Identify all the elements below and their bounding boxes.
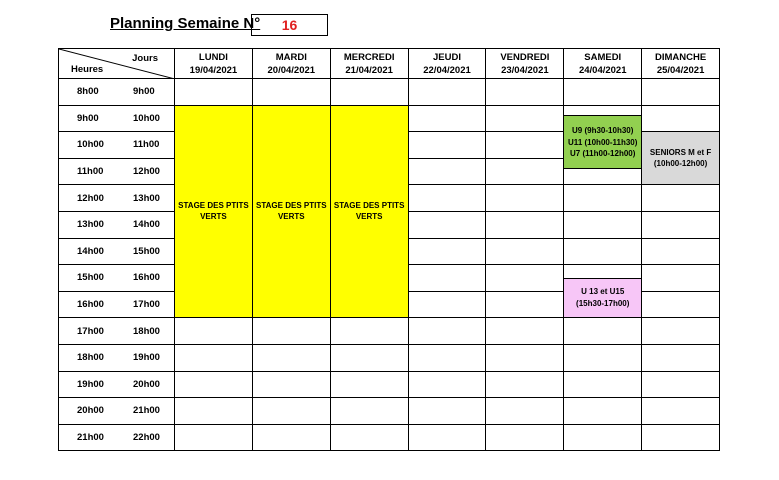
time-slot [485, 397, 564, 425]
time-slot [485, 317, 564, 345]
event-text: STAGE DES PTITS VERTS [178, 200, 249, 222]
day-header-samedi [563, 48, 642, 79]
day-header-jeudi [408, 48, 487, 79]
time-slot [330, 371, 409, 399]
time-slot [408, 424, 487, 452]
time-slot [641, 238, 720, 266]
time-slot [563, 317, 642, 345]
event-text [650, 147, 711, 170]
time-slot [330, 424, 409, 452]
day-name: JEUDI [433, 51, 461, 63]
hour-row-label [58, 238, 175, 266]
time-slot [408, 264, 487, 292]
event-line: U9 (9h30-10h30) [572, 126, 634, 136]
hour-row-label [58, 264, 175, 292]
hour-row-label [58, 211, 175, 239]
day-name: DIMANCHE [654, 51, 707, 63]
time-slot [485, 291, 564, 319]
time-slot [408, 184, 487, 212]
event-line: (10h00-12h00) [653, 159, 708, 169]
time-slot [641, 397, 720, 425]
time-slot [485, 424, 564, 452]
time-slot [174, 397, 253, 425]
time-slot [485, 131, 564, 159]
hour-row-label [58, 424, 175, 452]
hour-end: 10h00 [133, 112, 160, 124]
time-slot [174, 317, 253, 345]
time-slot [330, 78, 409, 106]
hour-start: 11h00 [77, 166, 104, 178]
day-date: 24/04/2021 [578, 64, 627, 76]
time-slot [641, 371, 720, 399]
time-slot [485, 344, 564, 372]
hour-start: 8h00 [77, 86, 99, 98]
day-name: LUNDI [198, 51, 228, 63]
hour-start: 21h00 [77, 432, 104, 444]
day-header-vendredi [485, 48, 564, 79]
time-slot [641, 211, 720, 239]
heures-label: Heures [71, 64, 104, 75]
jours-label: Jours [132, 53, 158, 64]
day-date: 20/04/2021 [267, 64, 316, 76]
hour-end: 11h00 [133, 139, 160, 151]
time-slot [485, 211, 564, 239]
corner-cell [58, 48, 175, 79]
hour-end: 14h00 [133, 219, 160, 231]
time-slot [408, 105, 487, 133]
hour-row-label [58, 105, 175, 133]
hour-end: 20h00 [133, 378, 160, 390]
time-slot [408, 317, 487, 345]
hour-start: 13h00 [77, 219, 104, 231]
event-block [174, 105, 253, 319]
hour-end: 17h00 [133, 299, 160, 311]
schedule-grid [58, 48, 719, 451]
time-slot [252, 78, 331, 106]
event-text: STAGE DES PTITS VERTS [333, 200, 405, 222]
event-line: U 13 et U15 [581, 287, 625, 297]
hour-row-label [58, 344, 175, 372]
day-date: 25/04/2021 [656, 64, 705, 76]
time-slot [485, 371, 564, 399]
event-line: U7 (11h00-12h00) [570, 149, 636, 159]
time-slot [641, 105, 720, 133]
time-slot [563, 397, 642, 425]
time-slot [252, 317, 331, 345]
time-slot [563, 238, 642, 266]
time-slot [641, 317, 720, 345]
time-slot [641, 344, 720, 372]
day-header-lundi [174, 48, 253, 79]
time-slot [485, 264, 564, 292]
event-block [330, 105, 409, 319]
event-text [568, 125, 637, 160]
hour-start: 20h00 [77, 405, 104, 417]
day-date: 21/04/2021 [345, 64, 393, 76]
page-title: Planning Semaine N° [110, 15, 261, 32]
hour-row-label [58, 78, 175, 106]
hour-row-label [58, 397, 175, 425]
time-slot [174, 424, 253, 452]
time-slot [485, 78, 564, 106]
time-slot [174, 371, 253, 399]
event-text [576, 286, 629, 309]
title-row [0, 0, 779, 44]
time-slot [641, 78, 720, 106]
time-slot [485, 184, 564, 212]
time-slot [641, 291, 720, 319]
event-block [563, 115, 642, 169]
time-slot [408, 238, 487, 266]
day-date: 23/04/2021 [501, 64, 549, 76]
hour-row-label [58, 131, 175, 159]
hour-end: 9h00 [133, 86, 155, 98]
time-slot [408, 158, 487, 186]
time-slot [408, 291, 487, 319]
hour-row-label [58, 317, 175, 345]
event-text: STAGE DES PTITS VERTS [256, 200, 327, 222]
hour-start: 15h00 [77, 272, 104, 284]
time-slot [252, 371, 331, 399]
time-slot [330, 317, 409, 345]
time-slot [485, 238, 564, 266]
hour-start: 16h00 [77, 299, 104, 311]
time-slot [408, 78, 487, 106]
time-slot [563, 211, 642, 239]
hour-start: 12h00 [77, 192, 104, 204]
hour-start: 17h00 [77, 325, 104, 337]
week-number: 16 [281, 17, 298, 33]
time-slot [563, 184, 642, 212]
hour-row-label [58, 371, 175, 399]
day-name: SAMEDI [584, 51, 622, 63]
day-name: VENDREDI [500, 51, 550, 63]
day-header-mardi [252, 48, 331, 79]
hour-end: 18h00 [133, 325, 160, 337]
event-line: (15h30-17h00) [576, 298, 630, 308]
hour-end: 12h00 [133, 166, 160, 178]
time-slot [485, 105, 564, 133]
event-block [563, 278, 642, 319]
time-slot [408, 397, 487, 425]
hour-start: 14h00 [77, 245, 104, 257]
time-slot [408, 131, 487, 159]
time-slot [174, 344, 253, 372]
time-slot [408, 344, 487, 372]
day-name: MERCREDI [343, 51, 395, 63]
time-slot [563, 344, 642, 372]
hour-end: 19h00 [133, 352, 160, 364]
hour-end: 16h00 [133, 272, 160, 284]
time-slot [252, 424, 331, 452]
event-block [252, 105, 331, 319]
event-line: U11 (10h00-11h30) [568, 137, 638, 147]
time-slot [330, 344, 409, 372]
time-slot [563, 78, 642, 106]
week-number-box [251, 14, 328, 36]
day-header-dimanche [641, 48, 720, 79]
day-name: MARDI [275, 51, 307, 63]
hour-end: 22h00 [133, 432, 160, 444]
time-slot [408, 371, 487, 399]
day-date: 22/04/2021 [423, 64, 471, 76]
time-slot [252, 344, 331, 372]
time-slot [174, 78, 253, 106]
hour-row-label [58, 184, 175, 212]
time-slot [252, 397, 331, 425]
hour-row-label [58, 158, 175, 186]
hour-start: 18h00 [77, 352, 104, 364]
time-slot [641, 264, 720, 292]
time-slot [563, 371, 642, 399]
hour-end: 15h00 [133, 245, 160, 257]
hour-start: 10h00 [77, 139, 104, 151]
time-slot [330, 397, 409, 425]
time-slot [563, 424, 642, 452]
time-slot [641, 424, 720, 452]
day-header-mercredi [330, 48, 409, 79]
time-slot [641, 184, 720, 212]
event-block [641, 131, 720, 185]
hour-row-label [58, 291, 175, 319]
day-date: 19/04/2021 [189, 64, 238, 76]
time-slot [408, 211, 487, 239]
hour-end: 13h00 [133, 192, 160, 204]
event-line: SENIORS M et F [649, 147, 712, 157]
hour-end: 21h00 [133, 405, 160, 417]
hour-start: 19h00 [77, 378, 104, 390]
hour-start: 9h00 [77, 112, 99, 124]
time-slot [485, 158, 564, 186]
